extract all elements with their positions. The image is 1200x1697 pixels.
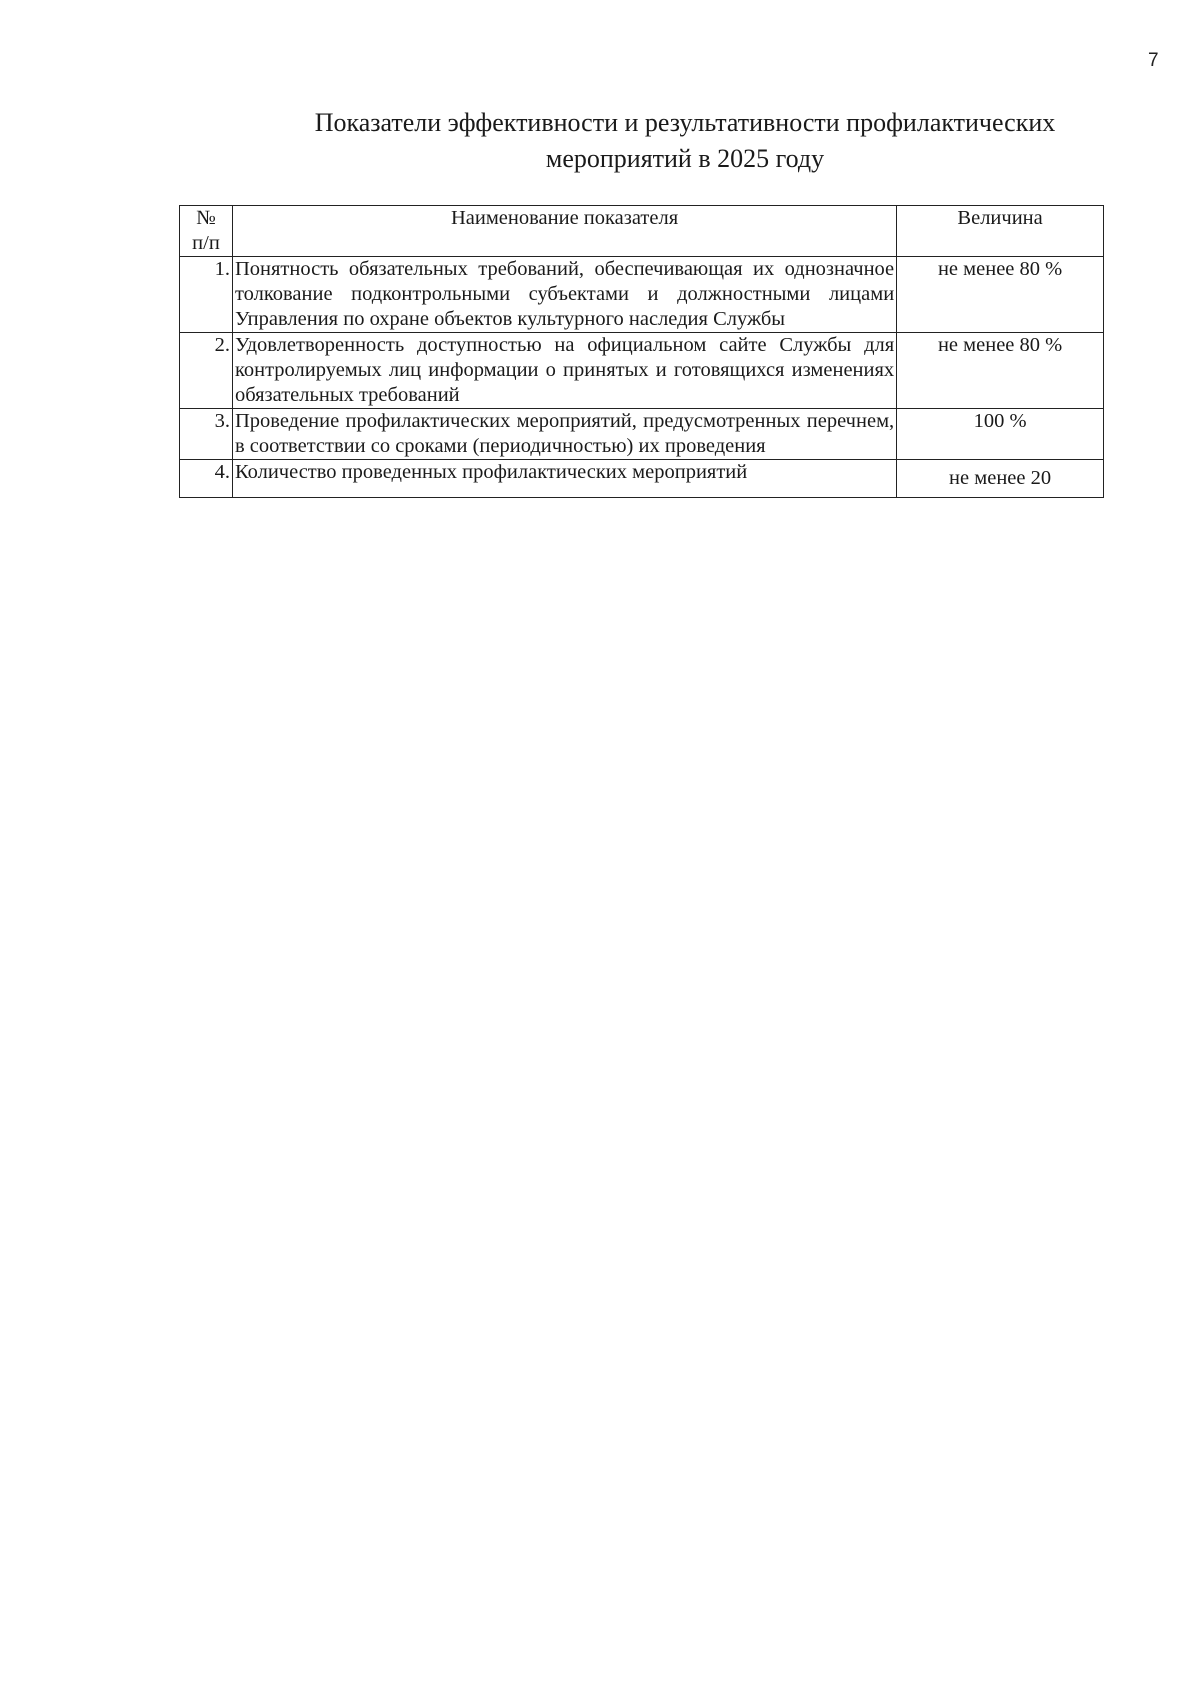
indicator-name: Понятность обязательных требований, обеспечивающая их однозначное толкование подконтрольными субъектами и должностными лицами Управления по охране объектов культурного наследия Службы: [232, 257, 896, 333]
title-line-1: Показатели эффективности и результативности профилактических: [314, 108, 1056, 137]
indicator-value: не менее 20: [897, 460, 1104, 498]
table-row: [180, 257, 1104, 333]
indicator-value: не менее 80 %: [897, 257, 1104, 333]
indicator-value: не менее 80 %: [897, 333, 1104, 409]
indicator-name: Проведение профилактических мероприятий, предусмотренных перечнем, в соответствии со сроками (периодичностью) их проведения: [232, 409, 896, 460]
row-number: 3.: [180, 409, 233, 460]
column-header-value: Величина: [897, 206, 1104, 257]
indicators-table: [179, 205, 1104, 498]
column-header-number-line-2: п/п: [192, 232, 220, 254]
table-row: [180, 409, 1104, 460]
table-header-row: [180, 206, 1104, 257]
document-title: [250, 105, 1120, 177]
title-line-2: мероприятий в 2025 году: [545, 144, 825, 173]
column-header-number: [180, 206, 233, 257]
indicator-name: Количество проведенных профилактических мероприятий: [232, 460, 896, 498]
page-number: 7: [1148, 50, 1159, 71]
column-header-name: Наименование показателя: [232, 206, 896, 257]
row-number: 1.: [180, 257, 233, 333]
column-header-number-line-1: №: [196, 207, 216, 229]
table-row: [180, 333, 1104, 409]
row-number: 2.: [180, 333, 233, 409]
indicator-name: Удовлетворенность доступностью на официальном сайте Службы для контролируемых лиц информации о принятых и готовящихся изменениях обязательных требований: [232, 333, 896, 409]
table-row: [180, 460, 1104, 498]
row-number: 4.: [180, 460, 233, 498]
indicator-value: 100 %: [897, 409, 1104, 460]
